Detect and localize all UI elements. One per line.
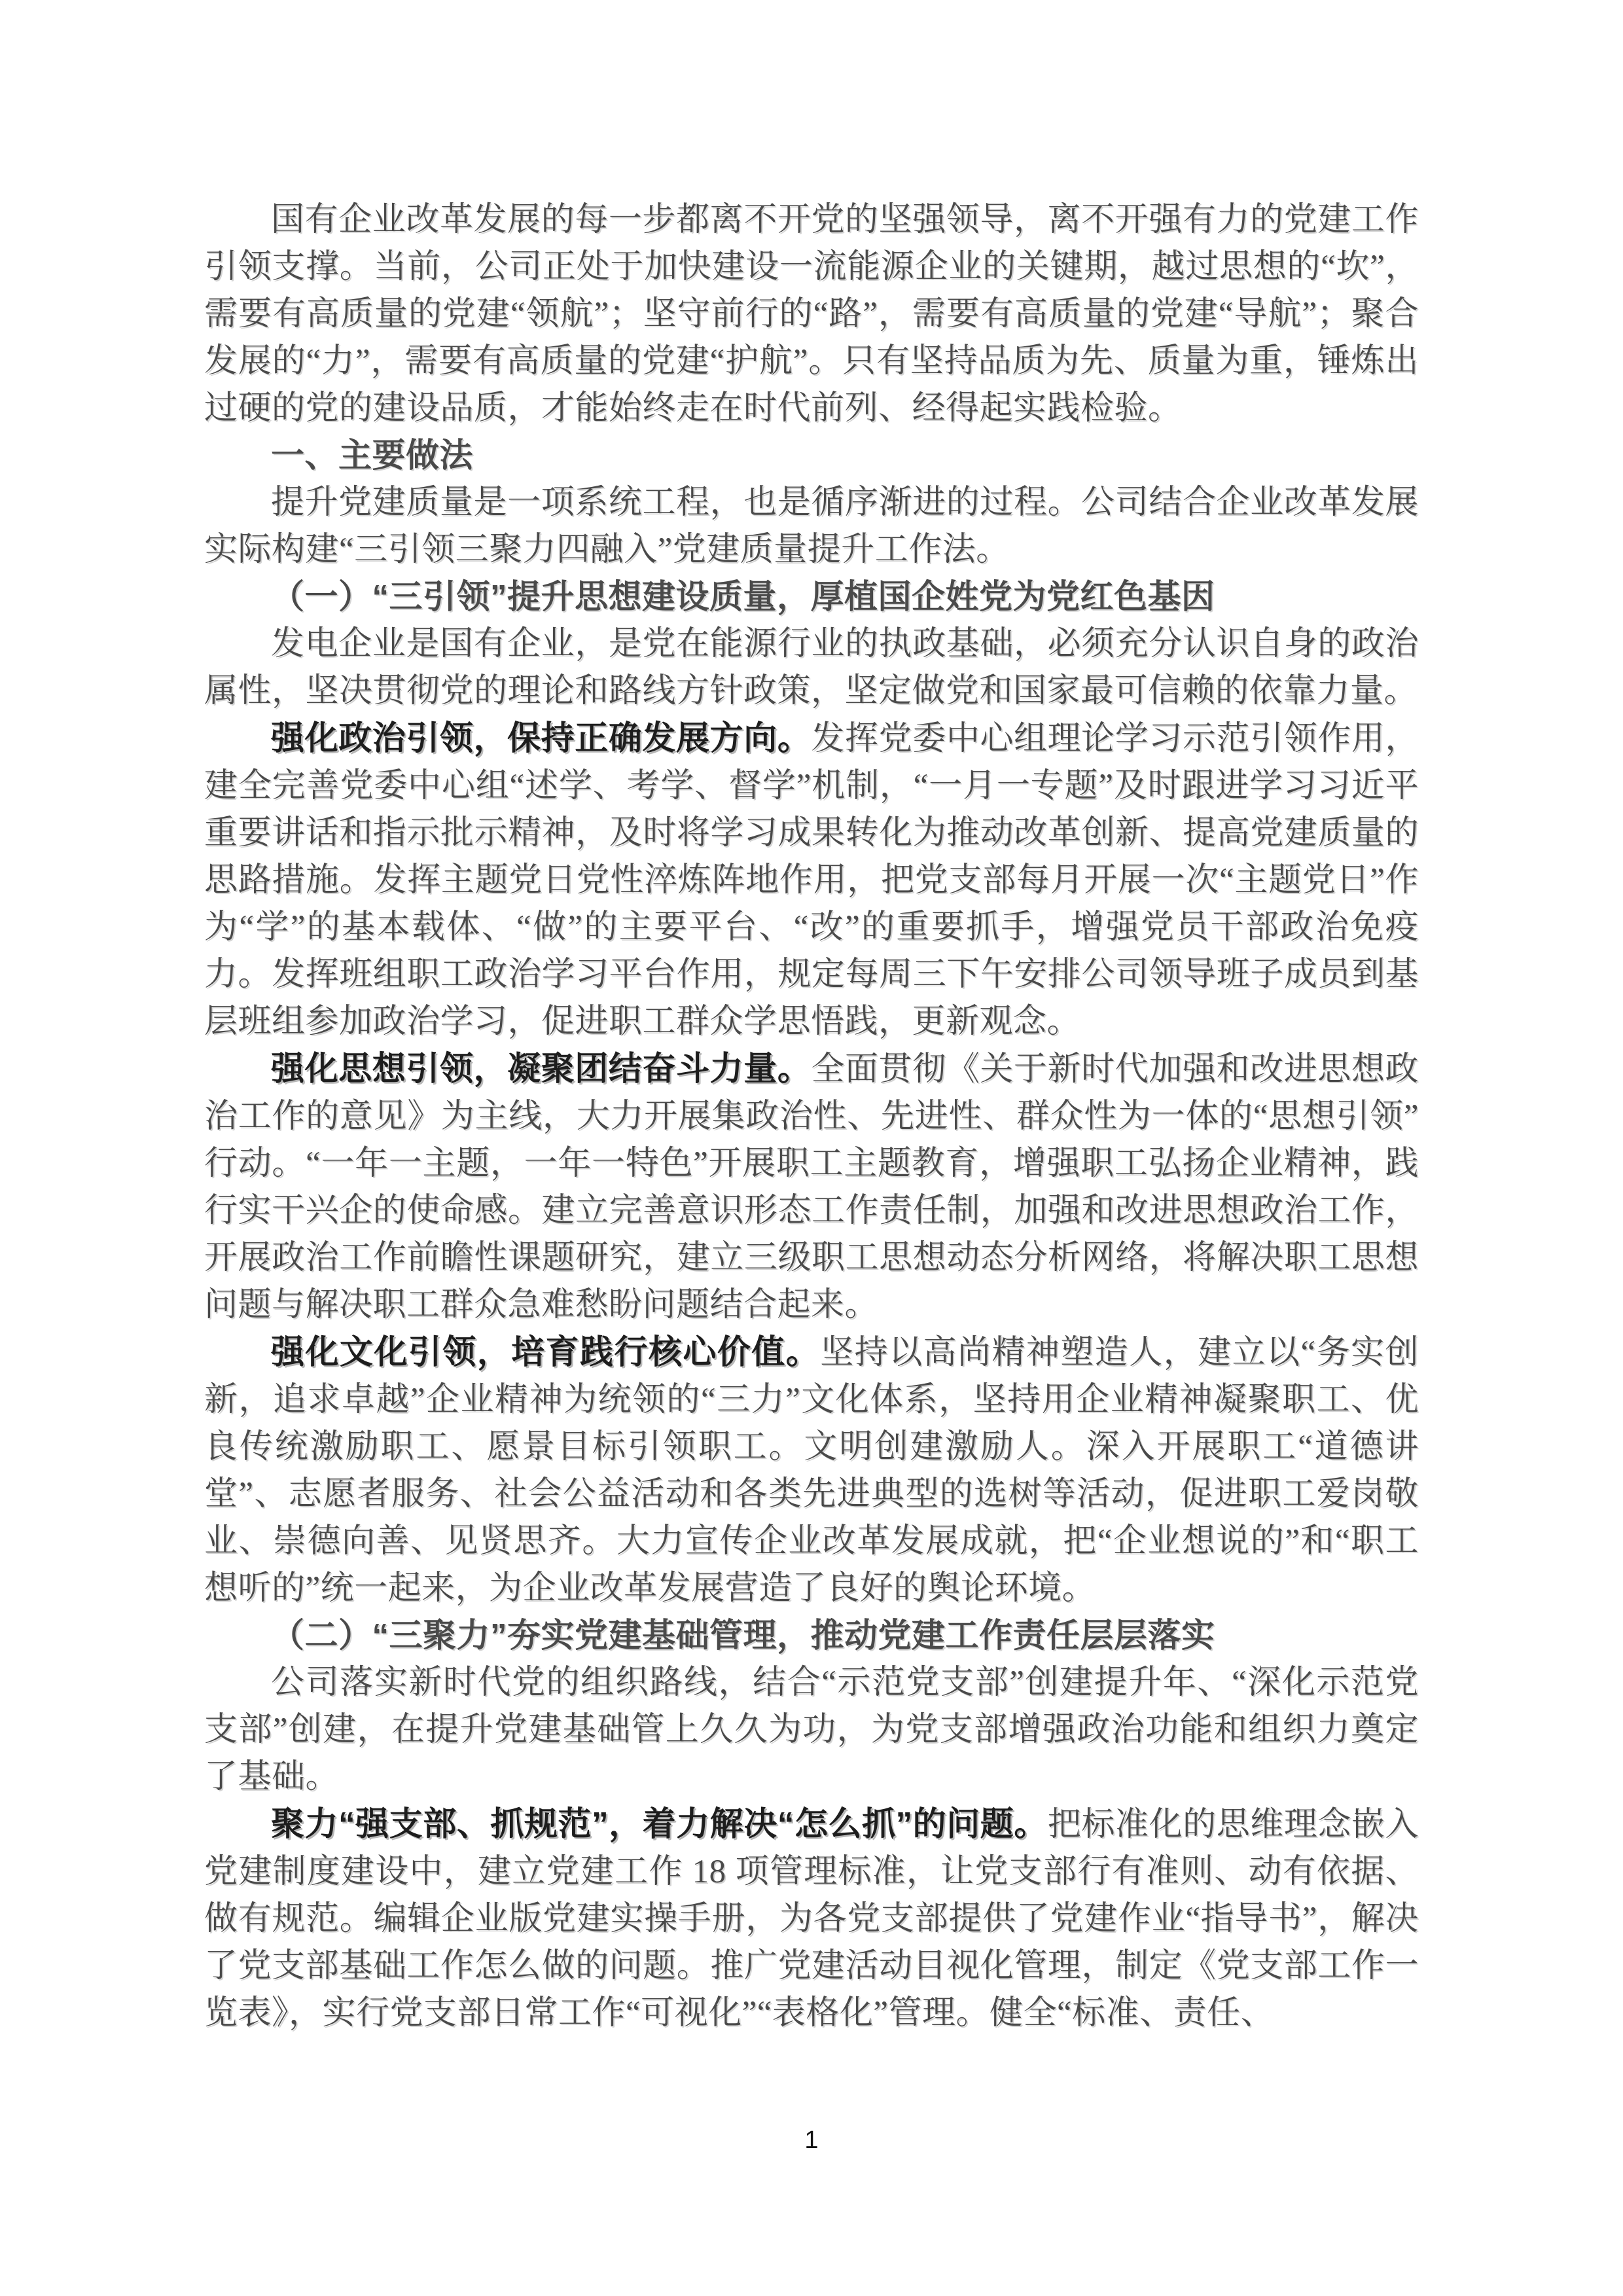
- section-3-paragraph-1: 公司落实新时代党的组织路线，结合“示范党支部”创建提升年、“深化示范党支部”创建，在提升党建基础管上久久为功，为党支部增强政治功能和组织力奠定了基础。: [204, 1664, 1419, 1795]
- paragraph-text: 发挥党委中心组理论学习示范引领作用，建全完善党委中心组“述学、考学、督学”机制，“一月一专题”及时跟进学习习近平重要讲话和指示批示精神，及时将学习成果转化为推动改革创新、提高党建质量的思路措施。发挥主题党日党性淬炼阵地作用，把党支部每月开展一次“主题党日”作为“学”的基本载体、“做”的主要平台、“改”的重要抓手，增强党员干部政治免疫力。发挥班组职工政治学习平台作用，规定每周三下午安排公司领导班子成员到基层班组参加政治学习，促进职工群众学思悟践，更新观念。: [204, 721, 1419, 1040]
- section-2-paragraph-3: [204, 1045, 1419, 1329]
- section-2-paragraph-2: [204, 715, 1419, 1045]
- paragraph-lead: 强化文化引领，培育践行核心价值。: [271, 1333, 821, 1371]
- section-2-paragraph-4: [204, 1329, 1419, 1612]
- document-body: [204, 196, 1419, 2037]
- section-3-paragraph-2: [204, 1801, 1419, 2037]
- section-3-heading: （二）“三聚力”夯实党建基础管理，推动党建工作责任层层落实: [271, 1617, 1215, 1654]
- section-2-paragraph-1: 发电企业是国有企业，是党在能源行业的执政基础，必须充分认识自身的政治属性，坚决贯彻党的理论和路线方针政策，坚定做党和国家最可信赖的依靠力量。: [204, 626, 1419, 709]
- paragraph-lead: 强化思想引领，凝聚团结奋斗力量。: [271, 1050, 812, 1087]
- paragraph-text: 坚持以高尚精神塑造人，建立以“务实创新，追求卓越”企业精神为统领的“三力”文化体系，坚持用企业精神凝聚职工、优良传统激励职工、愿景目标引领职工。文明创建激励人。深入开展职工“道德讲堂”、志愿者服务、社会公益活动和各类先进典型的选树等活动，促进职工爱岗敬业、崇德向善、见贤思齐。大力宣传企业改革发展成就，把“企业想说的”和“职工想听的”统一起来，为企业改革发展营造了良好的舆论环境。: [204, 1335, 1419, 1607]
- section-1-heading: 一、主要做法: [271, 437, 474, 474]
- paragraph-text: 把标准化的思维理念嵌入党建制度建设中，建立党建工作 18 项管理标准，让党支部行有准则、动有依据、做有规范。编辑企业版党建实操手册，为各党支部提供了党建作业“指导书”，解决了党支部基础工作怎么做的问题。推广党建活动目视化管理，制定《党支部工作一览表》，实行党支部日常工作“可视化”“表格化”管理。健全“标准、责任、: [204, 1806, 1419, 2032]
- section-1-paragraph: 提升党建质量是一项系统工程，也是循序渐进的过程。公司结合企业改革发展实际构建“三引领三聚力四融入”党建质量提升工作法。: [204, 484, 1419, 568]
- paragraph-text: 全面贯彻《关于新时代加强和改进思想政治工作的意见》为主线，大力开展集政治性、先进性、群众性为一体的“思想引领”行动。“一年一主题，一年一特色”开展职工主题教育，增强职工弘扬企业精神，践行实干兴企的使命感。建立完善意识形态工作责任制，加强和改进思想政治工作，开展政治工作前瞻性课题研究，建立三级职工思想动态分析网络，将解决职工思想问题与解决职工群众急难愁盼问题结合起来。: [204, 1051, 1419, 1323]
- paragraph-lead: 聚力“强支部、抓规范”，着力解决“怎么抓”的问题。: [271, 1805, 1048, 1842]
- section-2-heading: （一）“三引领”提升思想建设质量，厚植国企姓党为党红色基因: [271, 578, 1215, 615]
- paragraph-lead: 强化政治引领，保持正确发展方向。: [271, 719, 812, 757]
- page-number: 1: [804, 2126, 819, 2154]
- intro-paragraph: 国有企业改革发展的每一步都离不开党的坚强领导，离不开强有力的党建工作引领支撑。当前，公司正处于加快建设一流能源企业的关键期，越过思想的“坎”，需要有高质量的党建“领航”；坚守前行的“路”，需要有高质量的党建“导航”；聚合发展的“力”，需要有高质量的党建“护航”。只有坚持品质为先、质量为重，锤炼出过硬的党的建设品质，才能始终走在时代前列、经得起实践检验。: [204, 202, 1419, 427]
